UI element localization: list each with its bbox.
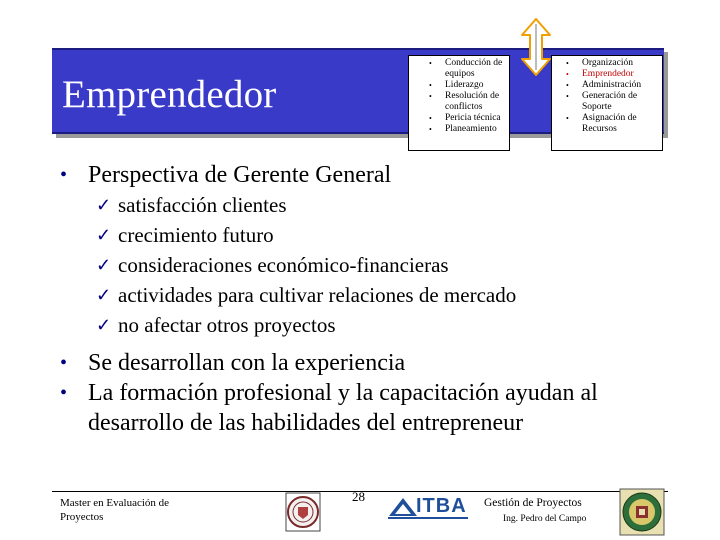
itba-logo-text: ITBA [416,495,467,517]
roles-list-right [562,58,660,135]
sub-bullet [58,190,698,220]
footer-course-title: Gestión de Proyectos [484,497,582,509]
sub-bullet-text: consideraciones económico-financieras [118,253,449,277]
skill-item: • Liderazgo [425,80,507,91]
institution-emblem-icon [619,488,665,536]
role-item: • Emprendedor [562,69,660,80]
skill-item: • Conducción de equipos [425,58,507,80]
sub-bullet-text: actividades para cultivar relaciones de mercado [118,283,517,307]
up-down-arrow-icon [520,18,552,76]
roles-box-right [551,55,663,151]
itba-logo-underline [388,517,468,519]
sub-bullet-text: satisfacción clientes [118,193,287,217]
bullet-text: La formación profesional y la capacitación ayudan al desarrollo de las habilidades del entrepreneur [88,380,598,436]
sub-bullet [58,310,698,340]
skill-item: • Resolución de conflictos [425,91,507,113]
sub-bullet [58,220,698,250]
itba-emblem-icon [388,497,418,517]
page-number: 28 [352,489,365,504]
checkmark-icon: ✓ [96,285,112,305]
footer-course: Master en Evaluación de Proyectos [60,497,170,523]
role-item: • Asignación de Recursos [562,113,660,135]
bullet-text: Perspectiva de Gerente General [88,162,392,188]
role-item: • Administración [562,80,660,91]
skill-item: • Planeamiento [425,124,507,135]
sub-bullet-list [58,190,698,340]
skill-item: • Pericia técnica [425,113,507,124]
bullet-experiencia: • Se desarrollan con la experiencia [60,350,406,376]
checkmark-icon: ✓ [96,255,112,275]
checkmark-icon: ✓ [96,195,112,215]
sub-bullet-text: no afectar otros proyectos [118,313,336,337]
university-seal-icon [285,492,321,532]
skills-list-left [425,58,507,135]
bullet-text: Se desarrollan con la experiencia [88,350,406,376]
page-title: Emprendedor [62,73,277,116]
checkmark-icon: ✓ [96,315,112,335]
checkmark-icon: ✓ [96,225,112,245]
sub-bullet [58,280,698,310]
footer-author: Ing. Pedro del Campo [503,514,587,524]
skills-box-left [408,55,510,151]
bullet-perspectiva: • Perspectiva de Gerente General [60,162,392,188]
bullet-formacion: • La formación profesional y la capacitación ayudan al desarrollo de las habilidades del entrepreneur [60,380,598,436]
main-content [58,160,698,438]
itba-logo [388,495,470,521]
sub-bullet [58,250,698,280]
role-item: • Organización [562,58,660,69]
sub-bullet-text: crecimiento futuro [118,223,274,247]
role-item: • Generación de Soporte [562,91,660,113]
